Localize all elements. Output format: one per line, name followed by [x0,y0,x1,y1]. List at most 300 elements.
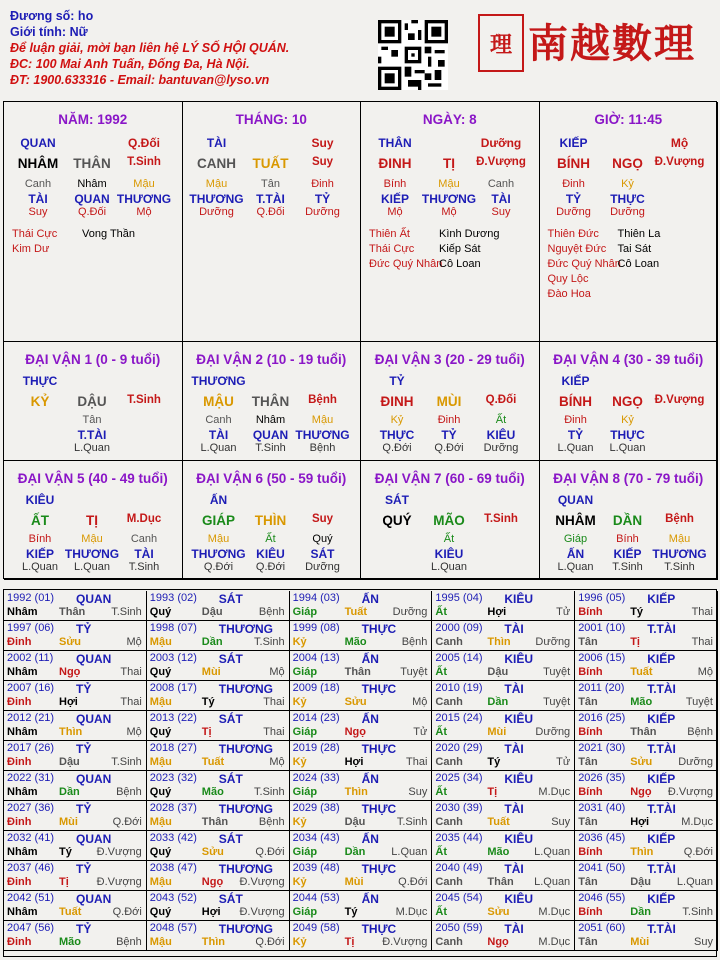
year-ten-god: THƯƠNG [218,742,273,756]
year-cell [575,741,718,771]
year-phase: M.Dục [538,906,571,918]
year-stem: Mậu [149,696,172,708]
dai-van-hidden: TỶ [567,428,584,442]
dai-van-stem: Đ.Vượng [654,394,705,406]
year-ten-god: QUAN [76,832,112,846]
year-label: 2031 (40) [578,802,626,814]
hidden-stem: KIẾP [380,192,409,206]
year-stem: Tân [578,816,598,828]
year-ten-god: THƯƠNG [218,862,273,876]
year-branch: Mùi [59,816,78,828]
year-phase: Mộ [126,726,142,738]
year-cell [432,591,575,621]
year-label: 2001 (10) [578,622,626,634]
year-cell [575,681,718,711]
year-label: 2025 (34) [435,772,483,784]
year-branch: Mão [344,636,367,648]
year-label: 2034 (43) [292,832,340,844]
dai-van-hidden: L.Quan [430,561,468,573]
year-branch: Thìn [487,636,511,648]
year-label: 2017 (26) [7,742,55,754]
year-stem: Nhâm [7,786,38,798]
dai-van-hidden: TÀI [208,428,229,442]
year-branch: Tị [630,636,640,648]
stem-branch: CANH [197,156,236,171]
year-phase: Tuyệt [543,666,571,678]
year-cell [147,831,290,861]
year-cell [432,741,575,771]
year-phase: Đ.Vượng [96,876,142,888]
year-stem: Nhâm [7,906,38,918]
year-ten-god: ẤN [361,832,379,846]
year-stem: Kỷ [292,696,307,708]
year-label: 2032 (41) [7,832,55,844]
year-label: 1995 (04) [435,592,483,604]
year-phase: Mộ [412,696,428,708]
special-star: Đức Quý Nhân [369,258,443,270]
year-cell [575,921,718,951]
year-ten-god: KIÊU [504,892,534,906]
year-label: 2004 (13) [292,652,340,664]
dai-van-hidden: T.Sinh [128,561,160,573]
special-star: Thái Cực [369,243,415,255]
year-phase: Dưỡng [535,636,571,648]
dai-van-hidden: L.Quan [200,442,237,454]
year-cell [575,891,718,921]
year-phase: L.Quan [676,876,713,888]
year-ten-god: KIÊU [504,832,534,846]
year-branch: Tị [487,786,498,798]
dai-van-hidden: L.Quan [73,561,111,573]
year-ten-god: SÁT [218,772,243,786]
dai-van-ten-god: KIÊU [25,493,55,507]
year-cell [290,621,433,651]
year-stem: Ất [435,606,447,618]
year-ten-god: TÀI [504,622,524,636]
year-branch: Mùi [630,936,650,948]
dai-van-hidden: Q.Đới [203,561,234,573]
year-label: 2037 (46) [7,862,55,874]
year-branch: Sửu [201,846,224,858]
hidden-stem: Suy [491,206,511,218]
dai-van-hidden: L.Quan [21,561,59,573]
year-phase: Dưỡng [392,606,428,618]
year-ten-god: QUAN [76,892,112,906]
year-label: 1998 (07) [149,622,197,634]
year-ten-god: TỶ [76,682,92,696]
dai-van-stem: M.Dục [126,513,162,525]
year-ten-god: THỰC [361,922,397,936]
year-branch: Dậu [487,666,509,678]
dai-van-hidden: KIẾP [25,547,54,561]
year-stem: Tân [578,756,598,768]
hidden-stem: Mộ [441,206,457,218]
dai-van-cell [4,342,183,461]
dai-van-hidden: THỰC [379,428,415,442]
hidden-stem: Kỷ [621,178,634,190]
year-phase: Bệnh [116,936,142,948]
dai-van-hidden: ẤN [566,547,585,561]
pillar-title: NĂM: 1992 [58,112,128,127]
year-ten-god: KIẾP [647,652,676,666]
dai-van-stem: NGỌ [612,394,643,409]
year-phase: Q.Đới [255,936,285,948]
year-cell [4,771,147,801]
dai-van-stem: NHÂM [555,513,596,528]
year-branch: Hợi [344,756,364,768]
year-branch: Ngọ [59,666,81,678]
ten-god-label: Dưỡng [480,136,522,150]
year-cell [4,591,147,621]
dai-van-hidden: Mậu [668,533,691,545]
dai-van-cell [361,461,540,580]
year-ten-god: THỰC [361,802,397,816]
hidden-stem: THƯƠNG [116,192,172,206]
year-ten-god: SÁT [218,712,243,726]
year-stem: Tân [578,936,598,948]
hidden-stem: THƯƠNG [189,192,244,206]
year-branch: Mùi [487,726,507,738]
year-label: 2051 (60) [578,922,626,934]
year-stem: Mậu [149,636,172,648]
dai-van-hidden: KIÊU [256,547,285,561]
ten-god-label: TÀI [206,136,227,150]
year-cell [147,711,290,741]
year-phase: Dưỡng [678,756,713,768]
hidden-stem: THƯƠNG [421,192,477,206]
hidden-stem: Q.Đối [77,206,107,218]
seal-stamp: 理 [478,14,524,72]
year-stem: Ất [435,786,447,798]
year-ten-god: TỶ [76,622,92,636]
dai-van-hidden: T.Sinh [664,561,695,573]
stem-branch: THÂN [73,156,111,171]
dai-van-ten-god: THƯƠNG [191,374,246,388]
year-phase: Đ.Vượng [239,876,285,888]
year-stem: Quý [149,606,172,618]
hidden-stem: Suy [28,206,48,218]
year-label: 2038 (47) [149,862,197,874]
year-label: 2033 (42) [149,832,197,844]
year-cell [290,651,433,681]
year-ten-god: QUAN [76,652,112,666]
stem-branch: Đ.Vượng [476,156,526,168]
year-stem: Tân [578,696,598,708]
year-stem: Giáp [292,906,318,918]
year-stem: Quý [149,726,172,738]
contact-line: Để luận giải, mời bạn liên hệ LÝ SỐ HỘI QUÁN. [10,41,290,55]
dai-van-hidden: T.Sinh [612,561,643,573]
stem-branch: Suy [311,156,334,168]
year-stem: Bính [578,726,603,738]
year-ten-god: SÁT [218,592,243,606]
year-phase: Tử [413,726,428,738]
year-branch: Dần [59,786,80,798]
year-label: 2007 (16) [7,682,55,694]
year-label: 1997 (06) [7,622,55,634]
hidden-stem: T.TÀI [256,192,285,206]
year-label: 1996 (05) [578,592,626,604]
hidden-stem: Mộ [136,206,152,218]
owner-name: Đương số: ho [10,9,94,23]
year-branch: Tý [201,696,215,708]
year-branch: Mão [487,846,510,858]
year-phase: Đ.Vượng [239,906,285,918]
year-stem: Quý [149,786,172,798]
dai-van-stem: THÂN [251,394,290,409]
dai-van-hidden: Đinh [564,414,587,426]
year-stem: Kỷ [292,756,307,768]
year-cell [290,741,433,771]
year-label: 2046 (55) [578,892,626,904]
dai-van-hidden: Giáp [563,533,588,545]
qr-code-icon [378,20,448,90]
pillar-title: THÁNG: 10 [235,112,307,127]
year-ten-god: THỰC [361,742,397,756]
year-stem: Bính [578,666,603,678]
year-label: 2047 (56) [7,922,55,934]
stem-branch: T.Sinh [127,156,161,168]
year-ten-god: TỶ [76,922,92,936]
dai-van-stem: QUÝ [382,513,412,528]
dai-van-title: ĐẠI VẬN 8 (70 - 79 tuổi) [553,471,704,486]
year-branch: Mão [59,936,81,948]
year-label: 2041 (50) [578,862,626,874]
year-stem: Nhâm [7,666,38,678]
year-label: 2003 (12) [149,652,197,664]
year-stem: Nhâm [7,726,38,738]
year-ten-god: TÀI [504,742,524,756]
address-line: ĐC: 100 Mai Anh Tuấn, Đống Đa, Hà Nội. [10,57,250,71]
year-cell [4,891,147,921]
year-cell [575,621,718,651]
year-stem: Canh [435,756,463,768]
year-phase: Mộ [697,666,713,678]
year-cell [432,831,575,861]
dai-van-title: ĐẠI VẬN 3 (20 - 29 tuổi) [374,352,525,367]
year-cell [432,711,575,741]
year-cell [147,921,290,951]
dai-van-hidden: L.Quan [557,442,594,454]
dai-van-stem: THÌN [254,513,287,528]
special-star: Kình Dương [439,228,500,240]
four-pillars-grid [3,101,717,579]
year-cell [575,711,718,741]
year-ten-god: TỶ [76,862,92,876]
pillar-cell [4,102,183,342]
year-branch: Tuất [630,666,653,678]
year-cell [4,741,147,771]
year-stem: Kỷ [292,636,307,648]
ten-god-label: KIẾP [559,136,588,150]
year-ten-god: ẤN [361,592,379,606]
year-ten-god: ẤN [361,652,379,666]
year-label: 2036 (45) [578,832,626,844]
dai-van-title: ĐẠI VẬN 2 (10 - 19 tuổi) [196,352,347,367]
year-phase: T.Sinh [682,906,713,918]
year-phase: M.Dục [538,936,571,948]
year-branch: Hợi [487,606,507,618]
dai-van-hidden: Quý [312,533,333,545]
year-branch: Sửu [630,756,653,768]
hidden-stem: Mộ [387,206,403,218]
year-phase: Dưỡng [535,726,571,738]
year-cell [4,621,147,651]
year-cell [4,831,147,861]
stem-branch: NGỌ [612,156,643,171]
special-star: Kim Dư [12,243,50,255]
hidden-stem: TỶ [314,192,331,206]
year-label: 2012 (21) [7,712,55,724]
year-phase: Q.Đới [112,906,142,918]
year-label: 2014 (23) [292,712,340,724]
dai-van-stem: T.Sinh [127,394,161,406]
year-phase: Thai [120,666,142,678]
year-phase: T.Sinh [396,816,428,828]
hidden-stem: Bính [383,178,407,190]
year-stem: Canh [435,816,463,828]
dai-van-hidden: Q.Đới [434,442,464,454]
dai-van-ten-god: KIẾP [561,374,590,388]
year-phase: Q.Đới [683,846,713,858]
year-stem: Quý [149,906,172,918]
dai-van-stem: MẬU [203,394,234,409]
year-branch: Dậu [344,816,366,828]
year-cell [290,771,433,801]
year-stem: Ất [435,906,447,918]
year-phase: Tuyệt [400,666,428,678]
year-branch: Dần [344,846,366,858]
year-ten-god: ẤN [361,712,379,726]
year-phase: Suy [694,936,713,948]
year-ten-god: TÀI [504,682,524,696]
year-branch: Thìn [201,936,226,948]
year-ten-god: T.TÀI [647,622,676,636]
year-branch: Hợi [59,696,78,708]
year-ten-god: T.TÀI [647,802,676,816]
year-phase: Thai [405,756,428,768]
year-branch: Tý [487,756,501,768]
year-cell [4,651,147,681]
dai-van-hidden: TỶ [441,428,457,442]
dai-van-title: ĐẠI VẬN 6 (50 - 59 tuổi) [196,471,347,486]
dai-van-hidden: Bính [28,533,52,545]
year-ten-god: KIẾP [647,832,676,846]
year-branch: Dần [630,906,651,918]
year-cell [290,861,433,891]
year-stem: Canh [435,636,463,648]
year-cell [147,591,290,621]
year-ten-god: TÀI [504,802,524,816]
year-stem: Kỷ [292,816,307,828]
dai-van-hidden: Canh [205,414,232,426]
stem-branch: Đ.Vượng [654,156,705,168]
year-label: 2049 (58) [292,922,340,934]
year-phase: Bệnh [687,726,713,738]
hidden-stem: Nhâm [77,178,107,190]
dai-van-stem: T.Sinh [484,513,518,525]
year-ten-god: QUAN [76,772,112,786]
stem-branch: ĐINH [378,156,412,171]
year-branch: Thìn [344,786,368,798]
year-branch: Dần [487,696,509,708]
year-ten-god: T.TÀI [647,862,676,876]
hidden-stem: QUAN [74,192,110,206]
dai-van-hidden: KIÊU [486,428,516,442]
dai-van-hidden: Ất [443,533,455,545]
year-cell [432,771,575,801]
year-label: 2029 (38) [292,802,340,814]
gender: Giới tính: Nữ [10,25,88,39]
hidden-stem: TÀI [491,192,511,206]
dai-van-hidden: Mậu [207,533,230,545]
year-stem: Mậu [149,936,172,948]
year-branch: Mùi [344,876,364,888]
dai-van-stem: DẬU [77,394,107,409]
year-label: 2035 (44) [435,832,483,844]
year-ten-god: TÀI [504,922,524,936]
year-label: 1993 (02) [149,592,197,604]
year-cell [147,651,290,681]
year-branch: Thìn [630,846,654,858]
year-ten-god: KIÊU [504,772,534,786]
dai-van-cell [540,342,719,461]
year-label: 2030 (39) [435,802,483,814]
year-ten-god: THƯƠNG [218,682,273,696]
year-label: 2005 (14) [435,652,483,664]
special-star: Cô Loan [617,258,660,270]
pillar-cell [183,102,362,342]
dai-van-hidden: Q.Đới [255,561,286,573]
year-label: 2026 (35) [578,772,626,784]
year-phase: Thai [263,696,285,708]
year-ten-god: KIÊU [504,592,534,606]
dai-van-title: ĐẠI VẬN 4 (30 - 39 tuổi) [553,352,704,367]
year-branch: Hợi [630,816,650,828]
hidden-stem: Dưỡng [610,206,645,218]
year-ten-god: QUAN [76,712,112,726]
dai-van-hidden: Dưỡng [483,442,519,454]
pillar-cell [361,102,540,342]
dai-van-hidden: Q.Đới [382,442,412,454]
hidden-stem: Canh [487,178,515,190]
ten-god-label: QUAN [20,136,56,150]
year-stem: Canh [435,696,463,708]
year-cell [147,801,290,831]
year-stem: Đinh [7,756,32,768]
year-phase: M.Dục [538,786,571,798]
year-phase: T.Sinh [254,636,285,648]
year-label: 2009 (18) [292,682,340,694]
dai-van-hidden: T.Sinh [255,442,286,454]
year-phase: Thai [691,636,713,648]
dai-van-stem: ẤT [31,513,49,528]
year-stem: Ất [435,666,447,678]
dai-van-stem: Q.Đối [485,394,517,406]
dai-van-hidden: THƯƠNG [191,547,246,561]
year-ten-god: T.TÀI [647,742,676,756]
dai-van-ten-god: ẤN [209,493,228,507]
year-ten-god: QUAN [76,592,112,606]
year-cell [575,861,718,891]
year-phase: Thai [263,726,285,738]
hidden-stem: Canh [24,178,52,190]
dai-van-hidden: Mậu [311,414,334,426]
year-branch: Sửu [59,636,82,648]
year-phase: Q.Đới [112,816,142,828]
year-stem: Đinh [7,696,32,708]
stem-branch: TỊ [443,156,455,171]
